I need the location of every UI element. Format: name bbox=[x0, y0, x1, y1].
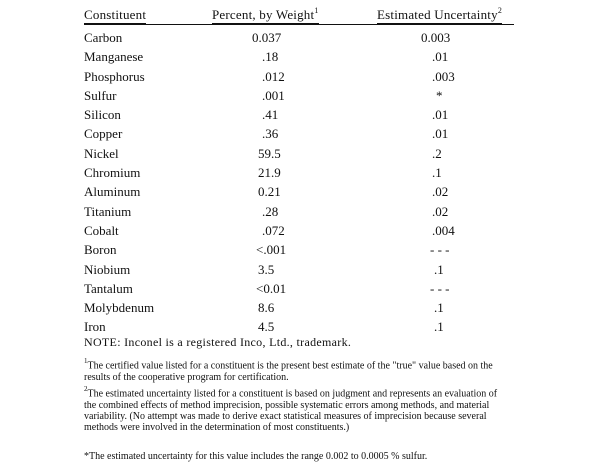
cell-uncertainty: .02 bbox=[432, 184, 449, 200]
cell-constituent: Titanium bbox=[84, 203, 132, 219]
footnote-1 bbox=[84, 357, 509, 383]
cell-percent: .072 bbox=[262, 222, 285, 238]
header-uncertainty-footnote-mark: 2 bbox=[497, 6, 503, 15]
table-row bbox=[0, 30, 593, 49]
cell-constituent: Manganese bbox=[84, 49, 144, 65]
table-row bbox=[0, 204, 593, 223]
header-percent-label: Percent, by Weight bbox=[212, 7, 315, 23]
header-percent-footnote-mark: 1 bbox=[314, 6, 319, 15]
cell-constituent: Iron bbox=[84, 319, 106, 335]
cell-percent: <.001 bbox=[256, 242, 287, 258]
footnote-1-mark: 1 bbox=[84, 357, 88, 365]
cell-constituent: Carbon bbox=[84, 30, 123, 45]
cell-constituent: Nickel bbox=[84, 145, 119, 161]
table-row bbox=[0, 300, 593, 319]
cell-uncertainty: * bbox=[436, 87, 443, 103]
cell-percent: .28 bbox=[262, 203, 279, 219]
cell-uncertainty: .01 bbox=[432, 126, 449, 142]
table-body bbox=[0, 30, 593, 339]
cell-uncertainty: - - - bbox=[430, 280, 450, 296]
cell-percent: .36 bbox=[262, 126, 279, 142]
cell-constituent: Tantalum bbox=[84, 280, 133, 296]
cell-percent: 0.037 bbox=[252, 30, 282, 45]
table-row bbox=[0, 49, 593, 68]
cell-percent: .001 bbox=[262, 87, 285, 103]
cell-constituent: Cobalt bbox=[84, 222, 119, 238]
table-row bbox=[0, 223, 593, 242]
table-row bbox=[0, 242, 593, 261]
footnote-2 bbox=[84, 385, 509, 434]
cell-uncertainty: .1 bbox=[434, 300, 444, 316]
header-uncertainty bbox=[377, 7, 502, 23]
trademark-note: NOTE: Inconel is a registered Inco, Ltd., trademark. bbox=[84, 335, 352, 349]
table-row bbox=[0, 262, 593, 281]
cell-percent: 21.9 bbox=[258, 165, 281, 181]
cell-uncertainty: .2 bbox=[432, 145, 442, 161]
table-row bbox=[0, 184, 593, 203]
header-constituent bbox=[84, 7, 146, 23]
cell-uncertainty: - - - bbox=[430, 242, 450, 258]
table-row bbox=[0, 165, 593, 184]
cell-constituent: Chromium bbox=[84, 165, 141, 181]
cell-constituent: Boron bbox=[84, 242, 117, 258]
cell-uncertainty: .1 bbox=[434, 261, 444, 277]
footnote-2-text: The estimated uncertainty listed for a constituent is based on judgment and represents an evaluation of the combined effects of method imprecision, possible systematic errors among methods, and material variability. (No attempt was made to derive exact statistical measures of imprecision because several methods were involved in the determination of most constituents.) bbox=[84, 388, 498, 434]
cell-uncertainty: .004 bbox=[432, 222, 455, 238]
cell-constituent: Niobium bbox=[84, 261, 131, 277]
header-rule bbox=[84, 24, 514, 25]
cell-percent: 3.5 bbox=[258, 261, 275, 277]
footnote-2-mark: 2 bbox=[84, 385, 88, 393]
cell-uncertainty: .01 bbox=[432, 107, 449, 123]
cell-percent: .012 bbox=[262, 68, 285, 84]
cell-constituent: Silicon bbox=[84, 107, 121, 123]
cell-percent: .18 bbox=[262, 49, 279, 65]
cell-uncertainty: 0.003 bbox=[421, 30, 451, 45]
header-uncertainty-label: Estimated Uncertainty bbox=[377, 7, 498, 23]
table-row bbox=[0, 107, 593, 126]
table-row bbox=[0, 281, 593, 300]
cell-uncertainty: .1 bbox=[434, 319, 444, 335]
cell-percent: 8.6 bbox=[258, 300, 275, 316]
cell-constituent: Aluminum bbox=[84, 184, 141, 200]
cell-constituent: Sulfur bbox=[84, 87, 117, 103]
cell-percent: 0.21 bbox=[258, 184, 281, 200]
cell-uncertainty: .003 bbox=[432, 68, 455, 84]
table-row bbox=[0, 88, 593, 107]
cell-uncertainty: .1 bbox=[432, 165, 442, 181]
header-constituent-label: Constituent bbox=[84, 7, 147, 22]
cell-percent: <0.01 bbox=[256, 280, 287, 296]
cell-percent: 59.5 bbox=[258, 145, 281, 161]
cell-uncertainty: .01 bbox=[432, 49, 449, 65]
cell-percent: 4.5 bbox=[258, 319, 275, 335]
table-row bbox=[0, 69, 593, 88]
header-percent bbox=[212, 7, 319, 23]
cell-constituent: Phosphorus bbox=[84, 68, 145, 84]
cell-uncertainty: .02 bbox=[432, 203, 449, 219]
cell-constituent: Molybdenum bbox=[84, 300, 155, 316]
cell-constituent: Copper bbox=[84, 126, 123, 142]
table-row bbox=[0, 126, 593, 145]
footnote-1-text: The certified value listed for a constituent is the present best estimate of the "true" value based on the results of the cooperative program for certification. bbox=[84, 360, 493, 383]
table-row bbox=[0, 146, 593, 165]
footnote-sulfur: *The estimated uncertainty for this value includes the range 0.002 to 0.0005 % sulfur. bbox=[84, 451, 428, 462]
cell-percent: .41 bbox=[262, 107, 279, 123]
